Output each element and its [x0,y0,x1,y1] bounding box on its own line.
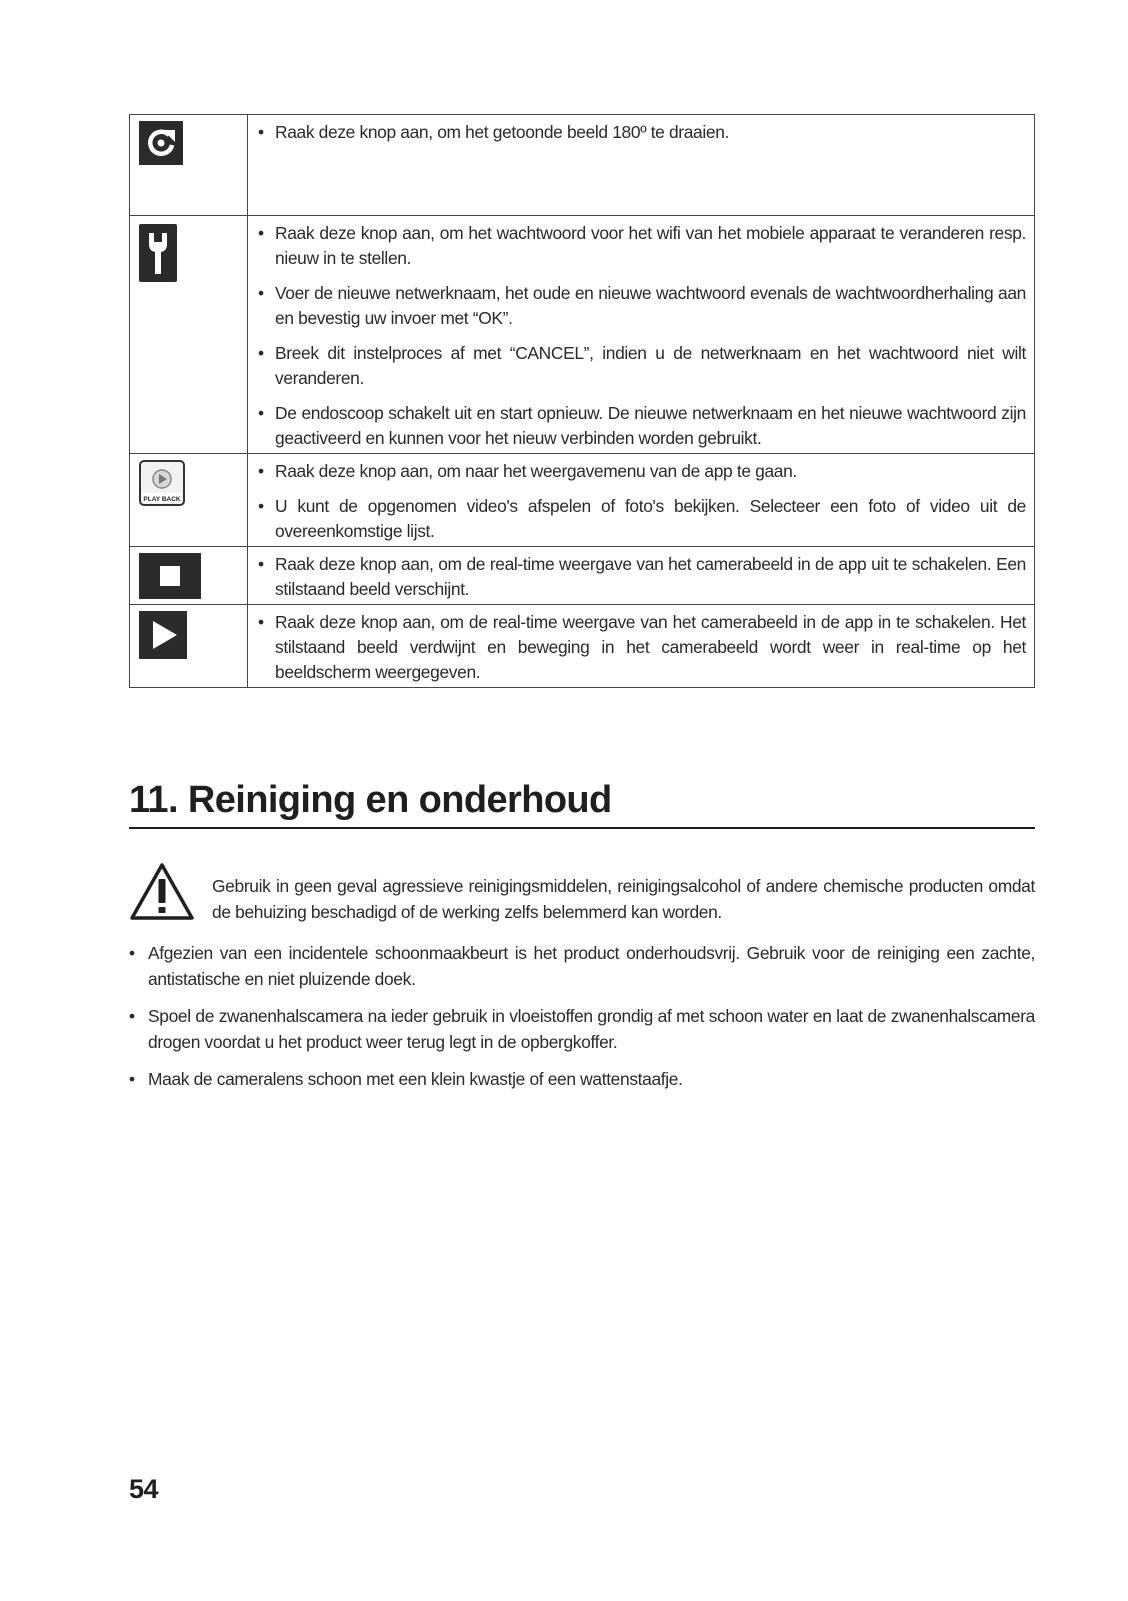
warning-icon [129,862,195,922]
table-row-stop [130,547,1035,605]
table-row-play [130,605,1035,688]
button-function-table [129,114,1035,688]
list-item: • Raak deze knop aan, om het getoonde beeld 180º te draaien. [256,120,1026,145]
rotate-icon [139,121,183,165]
icon-cell [130,115,248,216]
list-item: • Raak deze knop aan, om de real-time weergave van het camerabeeld in de app uit te schakelen. Een stilstaand beeld verschijnt. [256,552,1026,602]
list-item: • U kunt de opgenomen video's afspelen of foto's bekijken. Selecteer een foto of video uit de overeenkomstige lijst. [256,494,1026,544]
list-item: • Maak de cameralens schoon met een klein kwastje of een wattenstaafje. [129,1066,1035,1092]
list-item: • Afgezien van een incidentele schoonmaakbeurt is het product onderhoudsvrij. Gebruik voor de reiniging een zachte, antistatische en niet pluizende doek. [129,940,1035,992]
table-row-rotate [130,115,1035,216]
stop-icon [139,553,201,599]
list-item: • Spoel de zwanenhalscamera na ieder gebruik in vloeistoffen grondig af met schoon water en laat de zwanenhalscamera drogen voordat u het product weer terug legt in de opbergkoffer. [129,1003,1035,1055]
warning-text: Gebruik in geen geval agressieve reinigingsmiddelen, reinigingsalcohol of andere chemische producten omdat de behuizing beschadigd of de werking zelfs belemmerd kan worden. [212,876,1035,922]
table-row-settings [130,216,1035,454]
text-cell [248,115,1035,216]
icon-cell [130,605,248,688]
list-item: • Raak deze knop aan, om naar het weergavemenu van de app te gaan. [256,459,1026,484]
text-cell [248,547,1035,605]
playback-icon [139,460,185,506]
list-item: • Breek dit instelproces af met “CANCEL”, indien u de netwerknaam en het wachtwoord niet wilt veranderen. [256,341,1026,391]
text-cell [248,454,1035,547]
text-cell [248,605,1035,688]
list-item: • Raak deze knop aan, om het wachtwoord voor het wifi van het mobiele apparaat te veranderen resp. nieuw in te stellen. [256,221,1026,271]
icon-cell [130,216,248,454]
section-title: 11. Reiniging en onderhoud [129,777,1035,829]
play-icon [139,611,187,659]
list-item: • Raak deze knop aan, om de real-time weergave van het camerabeeld in de app in te schakelen. Het stilstaand beeld verdwijnt en beweging in het camerabeeld wordt weer in real-time op het beeldscherm weergegeven. [256,610,1026,685]
icon-cell [130,454,248,547]
text-cell [248,216,1035,454]
list-item: • Voer de nieuwe netwerknaam, het oude en nieuwe wachtwoord evenals de wachtwoordherhaling aan en bevestig uw invoer met “OK”. [256,281,1026,331]
page-number: 54 [129,1474,159,1504]
list-item: • De endoscoop schakelt uit en start opnieuw. De nieuwe netwerknaam en het nieuwe wachtwoord zijn geactiveerd en kunnen voor het nieuw verbinden worden gebruikt. [256,401,1026,451]
maintenance-list [129,940,1035,1103]
icon-cell [130,547,248,605]
wrench-icon [139,224,177,282]
playback-label: PLAY BACK [143,496,181,503]
table-row-playback [130,454,1035,547]
